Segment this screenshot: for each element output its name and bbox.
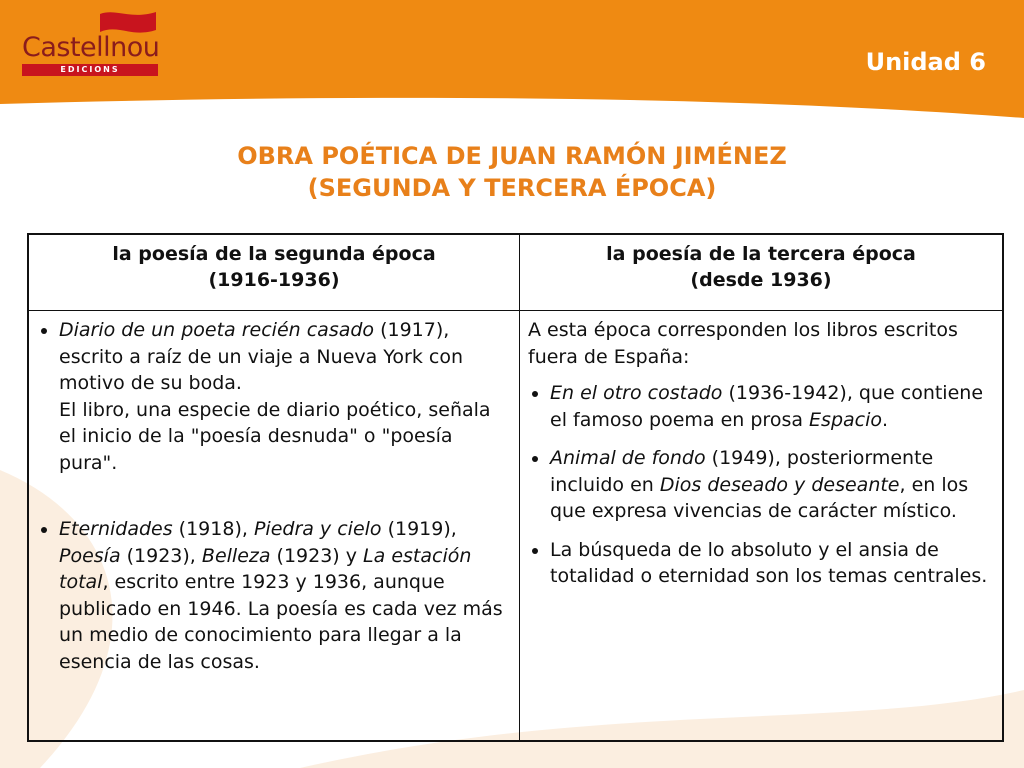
item-text: (1919), (381, 518, 457, 540)
intro-text: A esta época corresponden los libros escritos fuera de España: (528, 319, 958, 368)
comparison-table (27, 233, 1004, 742)
item-text: (1923) y (270, 544, 364, 567)
castellnou-logo (22, 10, 162, 80)
header-second-line2: (1916-1936) (208, 269, 340, 291)
title-line-2: (SEGUNDA Y TERCERA ÉPOCA) (307, 174, 717, 202)
list-item (550, 537, 992, 590)
title-line-1: OBRA POÉTICA DE JUAN RAMÓN JIMÉNEZ (237, 142, 787, 170)
item-text: (1923), (120, 544, 202, 567)
table-body-row (28, 311, 1003, 742)
item-text: , escrito entre 1923 y 1936, aunque publicado en 1946. La poesía es cada vez más un medio de conocimiento para llegar a la esencia de las cosas. (59, 571, 503, 673)
book-title: Animal de fondo (550, 447, 706, 469)
header-third-line1: la poesía de la tercera época (606, 243, 916, 265)
list-item (59, 317, 509, 476)
item-text: . (882, 408, 889, 431)
header-third-epoch (520, 234, 1004, 311)
book-title: Espacio (809, 408, 883, 431)
third-epoch-list (528, 380, 992, 590)
item-text: (1936-1942), que contiene el famoso poema en prosa (550, 382, 984, 431)
item-text: (1949), posteriormente incluido en (550, 447, 934, 496)
header-second-line1: la poesía de la segunda época (112, 243, 436, 265)
item-text: , en los que expresa vivencias de carácter místico. (550, 473, 969, 522)
book-title: Dios deseado y deseante (659, 473, 900, 496)
page-title (0, 140, 1024, 204)
header-second-epoch (28, 234, 520, 311)
logo-wordmark: Castellnou (22, 32, 160, 63)
book-title: Diario de un poeta recién casado (59, 319, 375, 341)
book-title: En el otro costado (550, 382, 723, 404)
book-title: Eternidades (59, 518, 173, 540)
book-title: Poesía (59, 544, 121, 567)
second-epoch-list (37, 317, 509, 675)
book-title: Belleza (201, 544, 271, 567)
list-item (550, 380, 992, 433)
item-text: (1918), (172, 518, 254, 540)
item-text: El libro, una especie de diario poético, señala el inicio de la "poesía desnuda" o "poesía pura". (59, 398, 491, 474)
item-text: (1917), escrito a raíz de un viaje a Nueva York con motivo de su boda. (59, 319, 463, 394)
header-third-line2: (desde 1936) (690, 269, 832, 291)
unit-label: Unidad 6 (865, 48, 986, 76)
item-text: La búsqueda de lo absoluto y el ansia de totalidad o eternidad son los temas centrales. (550, 538, 988, 587)
book-title: La estación total (59, 544, 472, 593)
book-title: Piedra y cielo (253, 518, 382, 540)
list-item (59, 516, 509, 675)
logo-subtitle: EDICIONS (22, 64, 158, 76)
list-item (550, 445, 992, 525)
third-epoch-cell (520, 311, 1004, 742)
table-header-row (28, 234, 1003, 311)
second-epoch-cell (28, 311, 520, 742)
